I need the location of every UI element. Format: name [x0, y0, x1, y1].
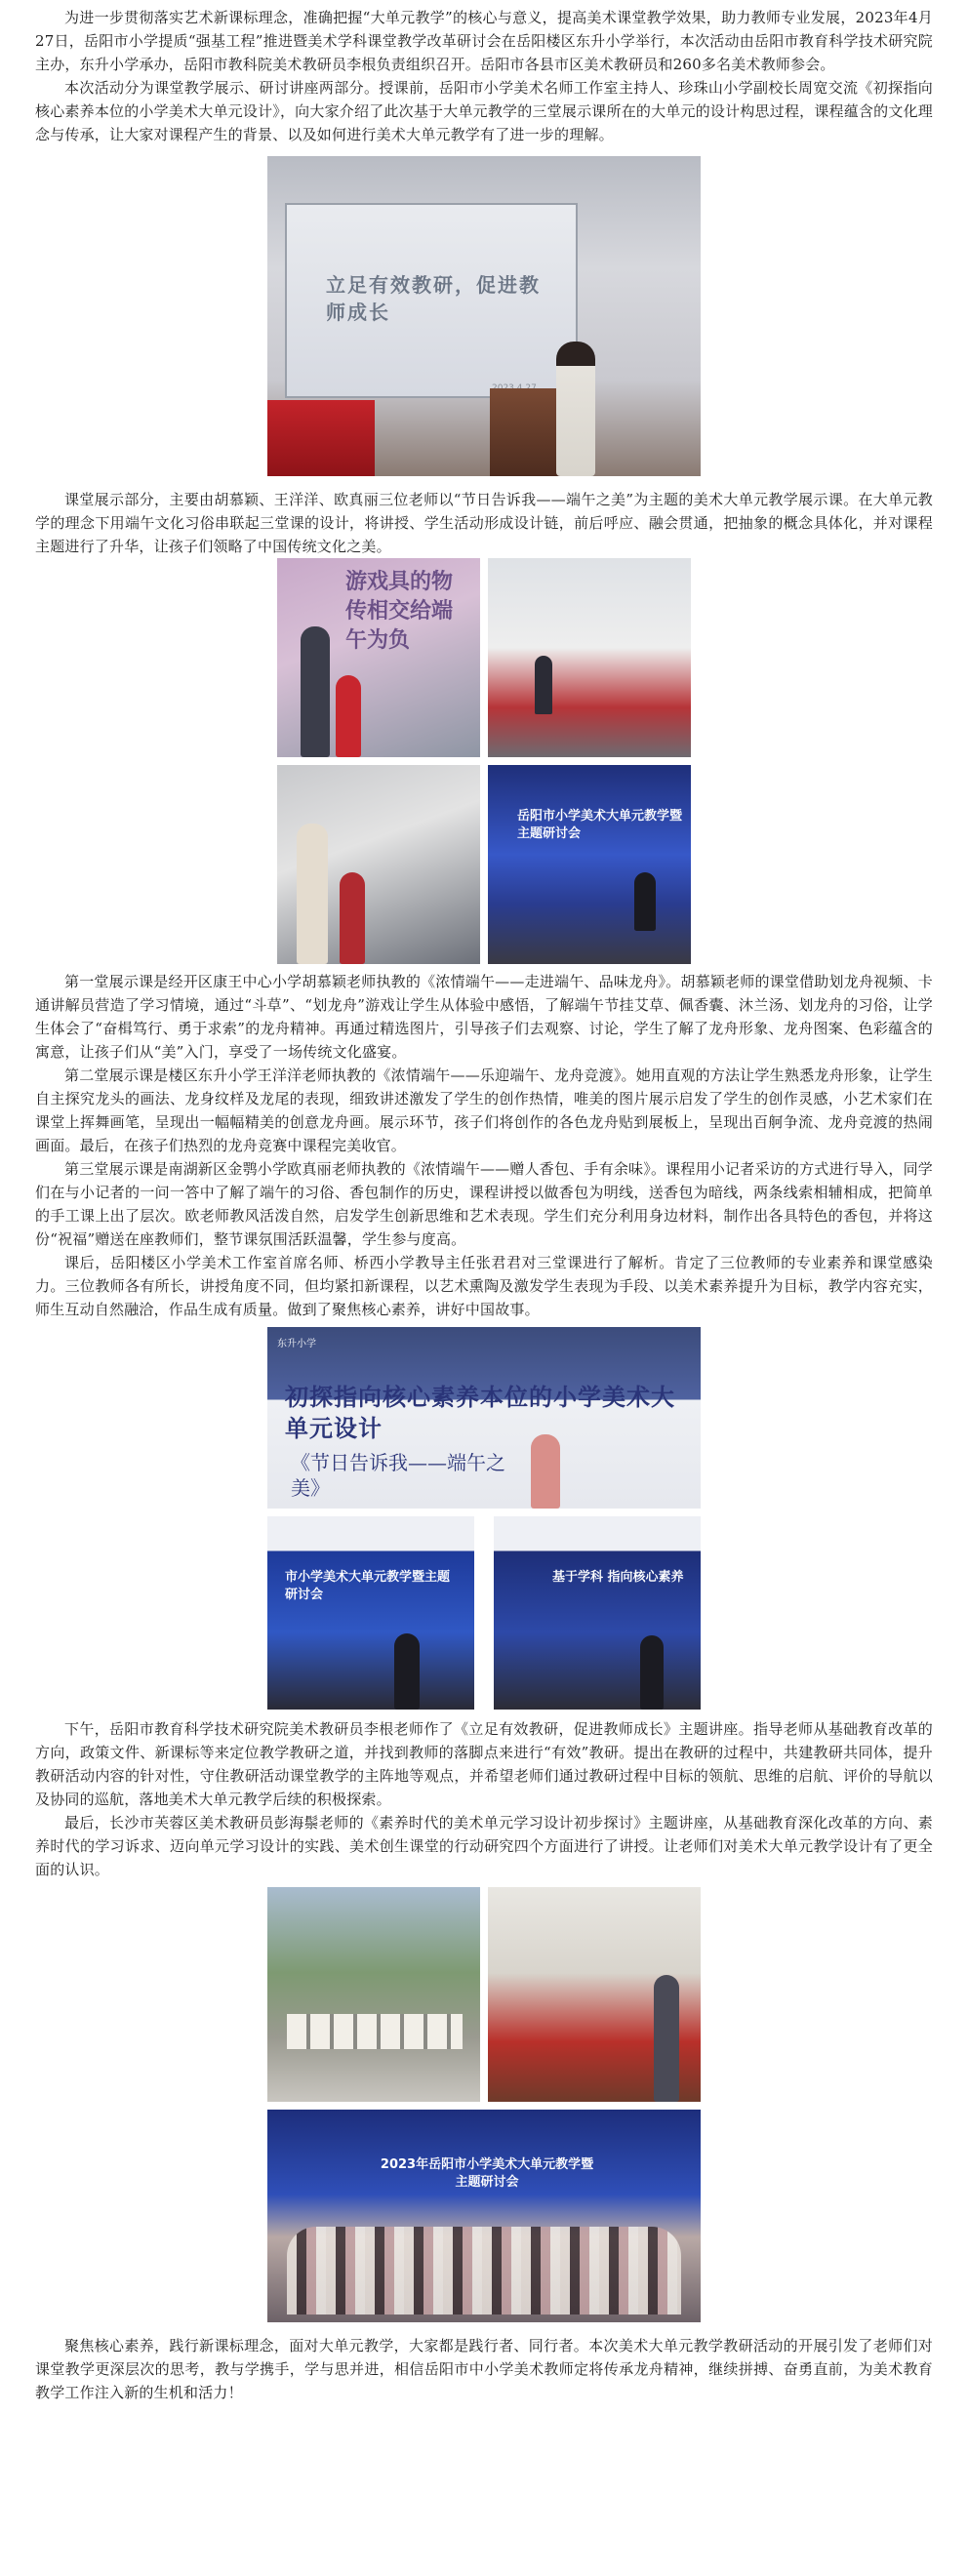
paragraph-second-class: 第二堂展示课是楼区东升小学王洋洋老师执教的《浓情端午——乐迎端午、龙舟竞渡》。她用直观的方法让学生熟悉龙舟形象，让学生自主探究龙头的画法、龙身纹样及龙尾的表现，细致讲述激发了学生的创作热情，唯美的图片展示启发了学生的创作灵感，小艺术家们在课堂上挥舞画笔，呈现出一幅幅精美的创意龙舟画。展示环节，孩子们将创作的各色龙舟贴到展板上，呈现出百舸争流、龙舟竞渡的热闹画面。最后，在孩子们热烈的龙舟竞赛中课程完美收官。 — [35, 1067, 933, 1154]
exhibit-boards — [287, 2014, 463, 2049]
slide-text: 游戏具的物传相交给端午为负 — [345, 570, 454, 653]
photo-grid-classes — [277, 558, 691, 964]
paragraph-review: 课后，岳阳楼区小学美术工作室首席名师、桥西小学教导主任张君君对三堂课进行了解析。肯定了三位教师的专业素养和课堂感染力。三位教师各有所长，讲授角度不同，但均紧扣新课程，以艺术熏陶及激发学生表现为手段、以美术素养提升为目标，教学内容充实，师生互动自然融洽，作品生成有质量。做到了聚焦核心素养，讲好中国故事。 — [35, 1254, 933, 1318]
paragraph-final-lecture: 最后，长沙市芙蓉区美术教研员彭海鬃老师的《素养时代的美术单元学习设计初步探讨》主题讲座，从基础教育深化改革的方向、素养时代的学习诉求、迈向单元学习设计的实践、美术创生课堂的行动研究四个方面进行了讲授。让老师们对美术大单元教学设计有了更全面的认识。 — [35, 1814, 933, 1878]
red-table — [267, 400, 375, 476]
seminar-banner: 岳阳市小学美术大单元教学暨主题研讨会 — [517, 809, 683, 841]
photo-grid-talks — [267, 1516, 701, 1710]
slide-title: 立足有效教研，促进教师成长 — [326, 273, 541, 324]
paragraph-third-class: 第三堂展示课是南湖新区金鹗小学欧真丽老师执教的《浓情端午——赠人香包、手有余味》。课程用小记者采访的方式进行导入，同学们在与小记者的一问一答中了解了端午的习俗、香包制作的历史，课程讲授以做香包为明线，送香包为暗线，两条线索相辅相成，把简单的手工课上出了层次。欧老师教风活泼自然，启发学生创新思维和艺术表现。学生们充分利用身边材料，制作出各具特色的香包，并将这份“祝福”赠送在座教师们，整节课氛围活跃温馨，学生参与度高。 — [35, 1160, 933, 1248]
photo-outdoor-exhibition — [267, 1887, 480, 2102]
photo-lecture-stage — [267, 156, 701, 476]
paragraph-conclusion: 聚焦核心素养，践行新课标理念，面对大单元教学，大家都是践行者、同行者。本次美术大单元教学教研活动的开展引发了老师们对课堂教学更深层次的思考，教与学携手，学与思并进，相信岳阳市中小学美术教师定将传承龙舟精神，继续拼搏、奋勇直前，为美术教育教学工作注入新的生机和活力！ — [35, 2337, 933, 2401]
photo-unit-design-talk — [267, 1327, 701, 1509]
speaker-figure — [394, 1633, 420, 1710]
paragraph-class-showcase: 课堂展示部分，主要由胡慕颖、王洋洋、欧真丽三位老师以“节日告诉我——端午之美”为主题的美术大单元教学展示课。在大单元教学的理念下用端午文化习俗串联起三堂课的设计，将讲授、学生活动形成设计链，前后呼应、融会贯通，把抽象的概念具体化，并对课程主题进行了升华，让孩子们领略了中国传统文化之美。 — [35, 491, 933, 555]
speaker-figure — [531, 1434, 560, 1509]
speaker-figure — [556, 342, 595, 476]
student-figure — [340, 872, 365, 964]
teacher-figure — [297, 824, 328, 964]
paragraph-first-class: 第一堂展示课是经开区康王中心小学胡慕颖老师执教的《浓情端午——走进端午、品味龙舟》。胡慕颖老师的课堂借助划龙舟视频、卡通讲解员营造了学习情境，通过“斗草”、“划龙舟”游戏让学生从体验中感悟，了解端午节挂艾草、佩香囊、沐兰汤、划龙舟的习俗，让学生体会了“奋楫笃行、勇于求索”的龙舟精神。再通过精选图片，引导孩子们去观察、讨论，学生了解了龙舟形象、龙舟图案、色彩蕴含的寓意，让孩子们从“美”入门，享受了一场传统文化盛宴。 — [35, 973, 933, 1061]
slide-heading: 基于学科 指向核心素养 — [552, 1570, 684, 1585]
photo-group — [267, 2110, 701, 2322]
school-logo: 东升小学 — [277, 1339, 316, 1349]
paragraph-intro: 为进一步贯彻落实艺术新课标理念，准确把握“大单元教学”的核心与意义，提高美术课堂教学效果，助力教师专业发展，2023年4月27日，岳阳市小学提质“强基工程”推进暨美术学科课堂教学改革研讨会在岳阳楼区东升小学举行，本次活动由岳阳市教育科学技术研究院主办，东升小学承办，岳阳市教科院美术教研员李根负责组织召开。岳阳市各县市区美术教研员和260多名美术教师参会。 — [35, 9, 933, 73]
projection-screen — [285, 203, 578, 398]
paragraph-activity-overview: 本次活动分为课堂教学展示、研讨讲座两部分。授课前，岳阳市小学美术名师工作室主持人、珍珠山小学副校长周宽交流《初探指向核心素养本位的小学美术大单元设计》，向大家介绍了此次基于大单元教学的三堂展示课所在的大单元的设计构思过程，课程蕴含的文化理念与传承，让大家对课程产生的背景、以及如何进行美术大单元教学有了进一步的理解。 — [35, 79, 933, 143]
photo-talk-right — [494, 1516, 701, 1710]
photo-class-interaction — [277, 765, 480, 964]
slide-title: 初探指向核心素养本位的小学美术大单元设计 — [285, 1384, 675, 1442]
teacher-figure — [535, 656, 552, 714]
visitor-figure — [654, 1975, 679, 2102]
seminar-banner: 市小学美术大单元教学暨主题研讨会 — [285, 1570, 451, 1602]
photo-classroom-wide — [488, 558, 691, 757]
slide-subtitle: 《节日告诉我——端午之美》 — [291, 1451, 505, 1500]
student-figure — [336, 675, 361, 757]
paragraph-afternoon-lecture: 下午，岳阳市教育科学技术研究院美术教研员李根老师作了《立足有效教研，促进教师成长》主题讲座。指导老师从基础教育改革的方向，政策文件、新课标等来定位教学教研之道，并找到教师的落脚点来进行“有效”教研。提出在教研的过程中，共建教研共同体，提升教研活动内容的针对性，守住教研活动课堂教学的主阵地等观点，并希望老师们通过教研过程中目标的领航、思维的启航、评价的导航以及协同的巡航，落地美术大单元教学后续的积极探索。 — [35, 1720, 933, 1808]
photo-grid-exhibition — [267, 1887, 701, 2102]
participants-crowd — [287, 2227, 681, 2314]
photo-seminar-stage — [488, 765, 691, 964]
photo-class-game — [277, 558, 480, 757]
speaker-figure — [634, 872, 656, 931]
photo-talk-left — [267, 1516, 474, 1710]
photo-artwork-display — [488, 1887, 701, 2102]
speaker-figure — [640, 1635, 664, 1710]
teacher-figure — [301, 626, 330, 757]
seminar-banner: 2023年岳阳市小学美术大单元教学暨主题研讨会 — [380, 2157, 594, 2190]
